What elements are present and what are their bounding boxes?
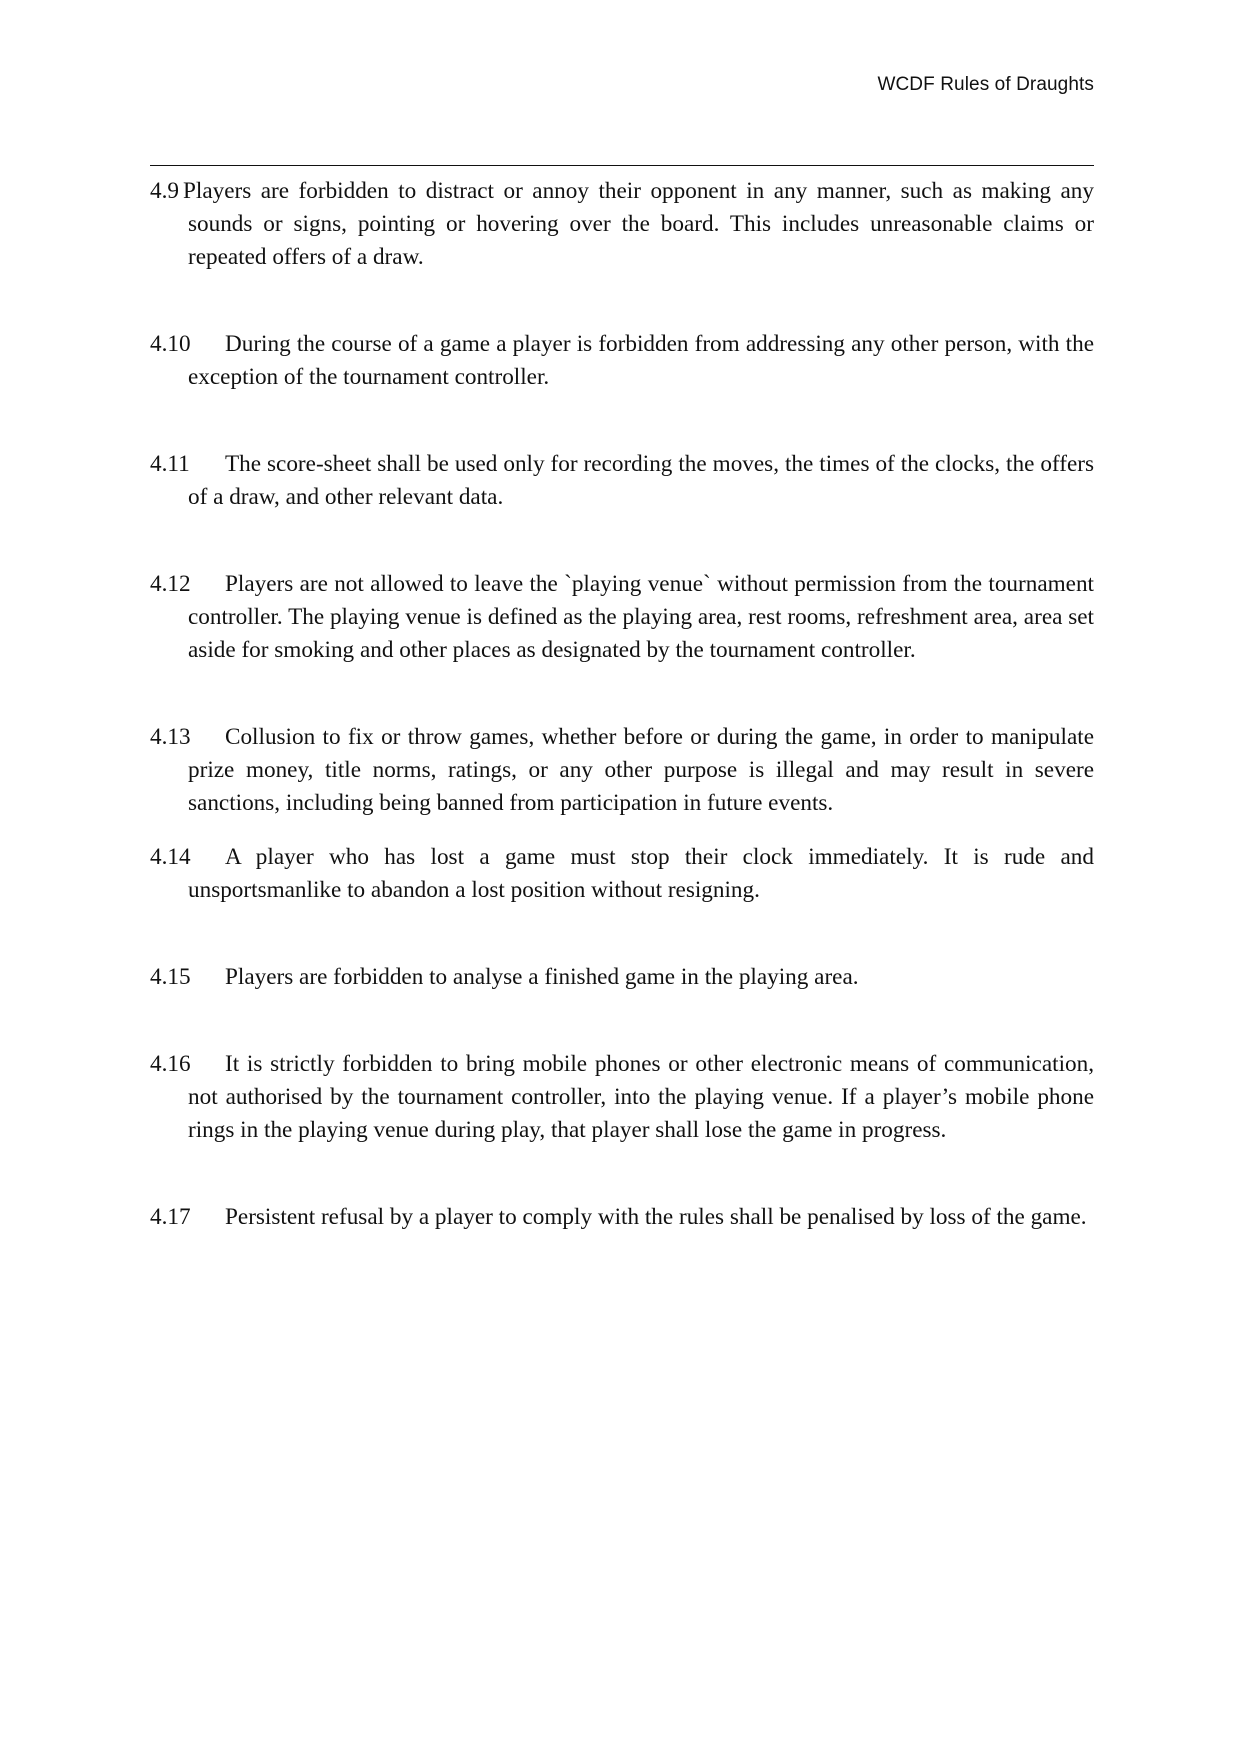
rule-text: Collusion to fix or throw games, whether before or during the game, in order to manipulate prize money, title norms, ratings, or any other purpose is illegal and may result in severe sanctions, including being banned from participation in future events.: [188, 724, 1094, 816]
rule-number: 4.14: [150, 844, 191, 870]
rule-text: Players are forbidden to distract or annoy their opponent in any manner, such as making any sounds or signs, pointing or hovering over the board. This includes unreasonable claims or repeated offers of a draw.: [182, 178, 1094, 270]
rule-text: It is strictly forbidden to bring mobile phones or other electronic means of communication, not authorised by the tournament controller, into the playing venue. If a player’s mobile phone rings in the playing venue during play, that player shall lose the game in progress.: [188, 1051, 1094, 1143]
rule-number: 4.10: [150, 331, 191, 357]
rule-number: 4.13: [150, 724, 191, 750]
rules-section: [150, 175, 1094, 1234]
rule-4-14: [150, 841, 1094, 907]
rule-text: A player who has lost a game must stop their clock immediately. It is rude and unsportsmanlike to abandon a lost position without resigning.: [188, 844, 1094, 903]
rule-text: Players are forbidden to analyse a finished game in the playing area.: [225, 964, 859, 990]
rule-4-9: [150, 175, 1094, 274]
rule-4-13: [150, 721, 1094, 820]
rule-text: During the course of a game a player is forbidden from addressing any other person, with the exception of the tournament controller.: [188, 331, 1094, 390]
rule-4-16: [150, 1048, 1094, 1147]
rule-4-12: [150, 568, 1094, 667]
rule-number: 4.12: [150, 571, 191, 597]
page-header-title: WCDF Rules of Draughts: [877, 74, 1094, 95]
rule-number: 4.16: [150, 1051, 191, 1077]
rule-text: The score-sheet shall be used only for recording the moves, the times of the clocks, the offers of a draw, and other relevant data.: [188, 451, 1094, 510]
rule-number: 4.11: [150, 451, 190, 477]
rule-4-11: [150, 448, 1094, 514]
rule-number: 4.9: [150, 178, 179, 204]
rule-4-10: [150, 328, 1094, 394]
rule-text: Persistent refusal by a player to comply with the rules shall be penalised by loss of the game.: [225, 1204, 1087, 1230]
header-divider: [150, 165, 1094, 166]
rule-text: Players are not allowed to leave the `playing venue` without permission from the tournament controller. The playing venue is defined as the playing area, rest rooms, refreshment area, area set aside for smoking and other places as designated by the tournament controller.: [188, 571, 1094, 663]
rule-4-17: [150, 1201, 1094, 1234]
rule-4-15: [150, 961, 1094, 994]
rule-number: 4.15: [150, 964, 191, 990]
rule-number: 4.17: [150, 1204, 191, 1230]
